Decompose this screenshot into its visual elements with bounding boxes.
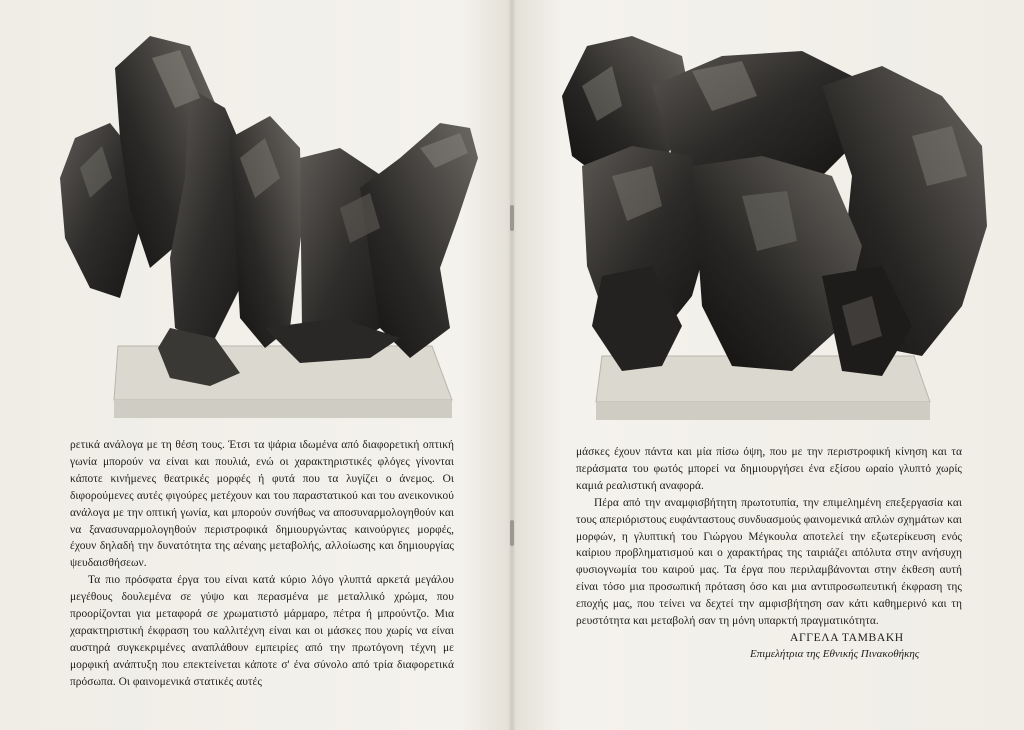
left-paragraph-2: Τα πιο πρόσφατα έργα του είναι κατά κύριο λόγο γλυπτά αρκετά μεγάλου μεγέθους δουλεμένα σε γύψο και περασμένα με μεταλλικό χρώμα, που προορίζονται για μεταφορά σε χρωματιστό μάρμαρο, πέτρα ή μπρούντζο. Μια χαρακτηριστική έκφραση του καλλιτέχνη είναι και οι μάσκες που χωρίς να είναι αυστηρά συγκεκριμένες αναπλάθουν εμπειρίες από την πρωτόγονη τέχνη με μορφική ανάπτυξη που επεκτείνεται κάποτε σ' ένα σύνολο από τρία διαφορετικά πρόσωπα. Οι φαινομενικά στατικές αυτές xyxy=(70,574,454,688)
right-paragraph-1: μάσκες έχουν πάντα και μία πίσω όψη, που με την περιστροφική κίνηση και τα περάσματα του φωτός μπορεί να δημιουργήσει ένα εξίσου ωραίο γλυπτό χωρίς καμιά ρεαλιστική αναφορά. xyxy=(576,446,962,492)
left-page-text xyxy=(70,437,454,691)
sculpture-photo-right xyxy=(542,26,1002,424)
mask-like-metal-sculpture-icon xyxy=(542,26,1002,424)
right-page xyxy=(512,0,1024,730)
right-page-text xyxy=(576,444,962,630)
author-title: Επιμελήτρια της Εθνικής Πινακοθήκης xyxy=(750,648,920,660)
sculpture-photo-left xyxy=(40,28,490,420)
angular-metal-sculpture-icon xyxy=(40,28,490,420)
right-paragraph-2: Πέρα από την αναμφισβήτητη πρωτοτυπία, την επιμελημένη επεξεργασία και τους απεριόριστους ευφάνταστους συνδυασμούς φαινομενικά απλών σχημάτων και μορφών, η γλυπτική του Γιώργου Μέγκουλα αποτελεί την εξωτερίκευση ενός καίριου προβληματισμού και ο χαρακτήρας της ταιριάζει απόλυτα στην ανήσυχη φυσιογνωμία του καιρού μας. Τα έργα που περιλαμβάνονται στην έκθεση αυτή είναι τόσο μια προσωπική πρόταση όσο και μια αντιπροσωπευτική έκφραση της εποχής μας, που τείνει να δεχτεί την αμφισβήτηση σαν κάτι καθημερινό και τη ρευστότητα και μεταβολή σαν τη μόνη υπαρκτή πραγματικότητα. xyxy=(576,496,962,628)
author-name: ΑΓΓΕΛΑ ΤΑΜΒΑΚΗ xyxy=(790,631,904,644)
left-paragraph-1: ρετικά ανάλογα με τη θέση τους. Έτσι τα ψάρια ιδωμένα από διαφορετική οπτική γωνία μπορούν να είναι και πουλιά, ενώ οι χαρακτηριστικές φλόγες γίνονται κάποτε κινήμενες θεατρικές μορφές ή φυτά που τα λυγίζει ο άνεμος. Οι διφορούμενες αυτές φιγούρες μετέχουν και του παραστατικού και του ανεικονικού ανάλογα με την οπτική γωνία, και μπορούν συνήθως να αποσυναρμολογηθούν και να ξανασυναρμολογηθούν περιστροφικά δημιουργώντας καινούργιες μορφές, έχουν δηλαδή την δυνατότητα της αέναης μεταβολής, αλλοίωσης και δημιουργίας ψευδαισθήσεων. xyxy=(70,439,454,570)
